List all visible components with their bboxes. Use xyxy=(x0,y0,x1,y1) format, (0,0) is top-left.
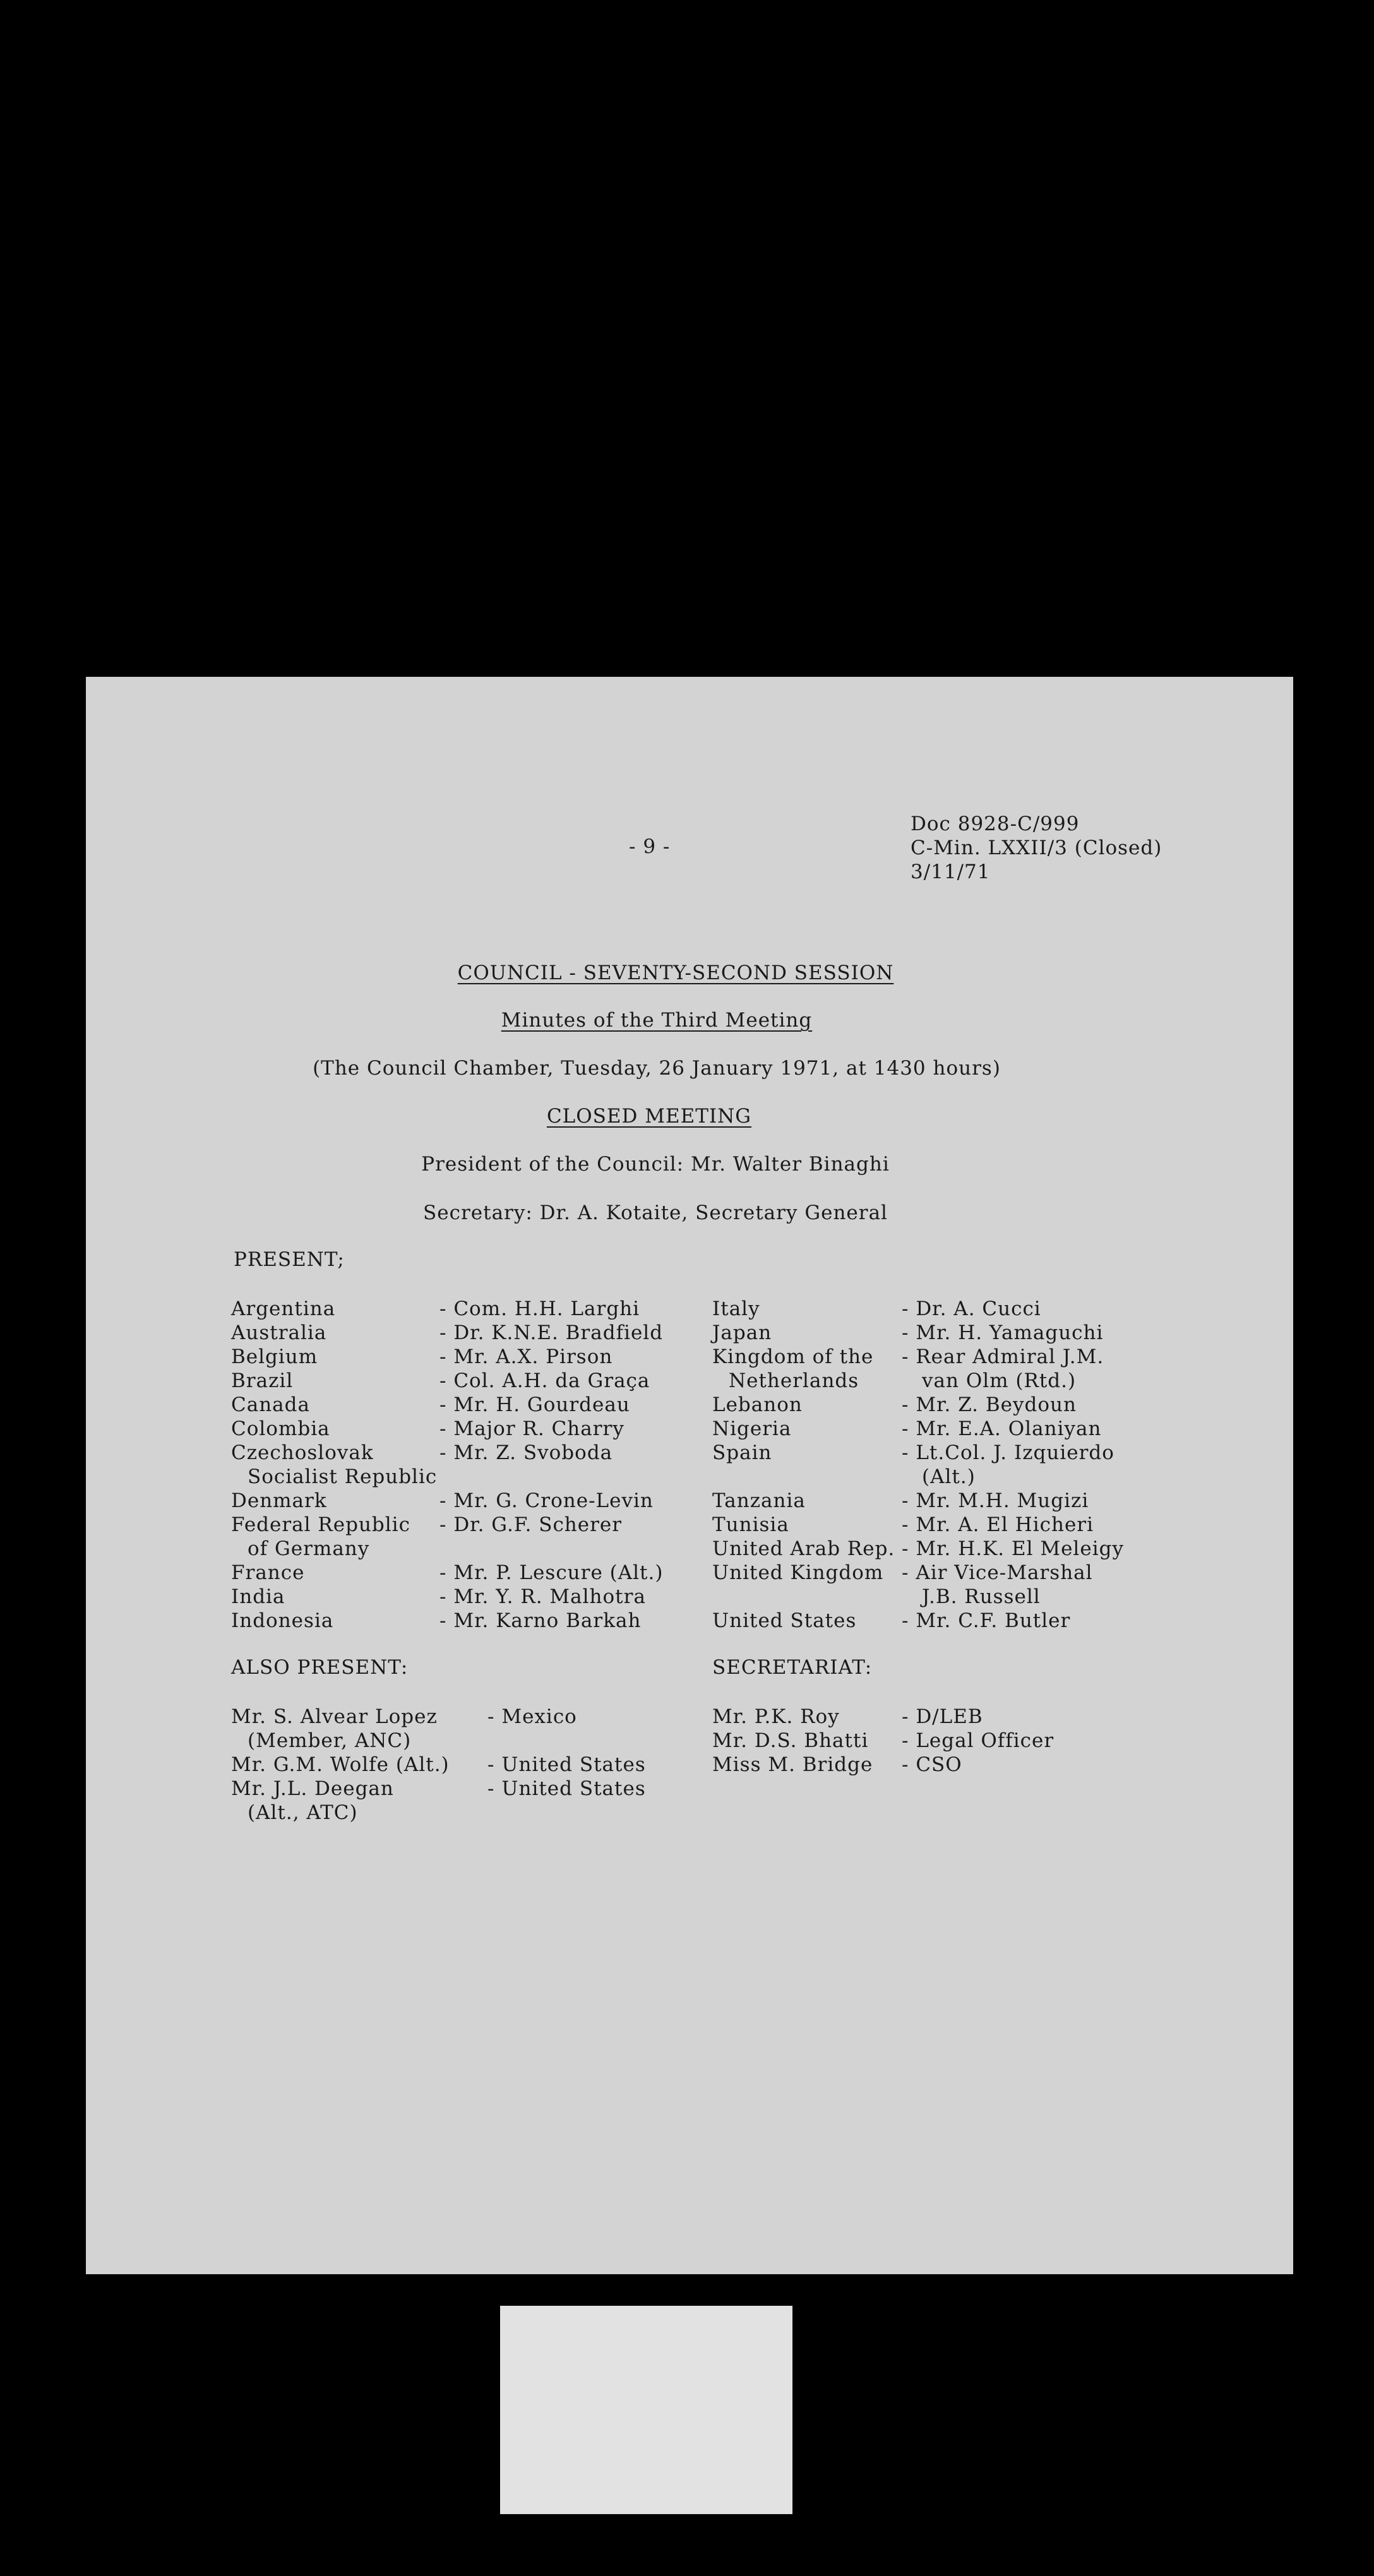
country-line: Czechoslovak xyxy=(231,1441,374,1464)
country: Italy xyxy=(712,1297,760,1320)
meeting-title: Minutes of the Third Meeting xyxy=(501,1009,813,1032)
country: Argentina xyxy=(231,1297,336,1320)
country: Brazil xyxy=(231,1369,294,1392)
staff-role: - Legal Officer xyxy=(902,1729,1054,1752)
representative-line: - Rear Admiral J.M. xyxy=(902,1345,1104,1368)
representative: - Mr. P. Lescure (Alt.) xyxy=(439,1561,664,1584)
attendee-name xyxy=(231,1777,394,1825)
meeting-place-time: (The Council Chamber, Tuesday, 26 January 1971, at 1430 hours) xyxy=(313,1057,1001,1080)
representative: - Dr. A. Cucci xyxy=(902,1297,1041,1320)
representative: - Mr. G. Crone-Levin xyxy=(439,1489,654,1512)
president-line: President of the Council: Mr. Walter Binaghi xyxy=(421,1153,890,1176)
representative: - Mr. H.K. El Meleigy xyxy=(902,1537,1124,1560)
representative: - Dr. K.N.E. Bradfield xyxy=(439,1321,664,1344)
minutes-number: C-Min. LXXII/3 (Closed) xyxy=(911,837,1162,859)
country: Australia xyxy=(231,1321,327,1344)
closed-meeting-heading: CLOSED MEETING xyxy=(546,1105,752,1128)
staff-role: - D/LEB xyxy=(902,1705,983,1728)
representative-line: (Alt.) xyxy=(922,1465,976,1488)
secretariat-heading: SECRETARIAT: xyxy=(712,1656,873,1679)
session-title: COUNCIL - SEVENTY-SECOND SESSION xyxy=(457,962,894,984)
representative xyxy=(902,1441,1114,1489)
attendee-name-line: (Alt., ATC) xyxy=(248,1801,358,1824)
country: Indonesia xyxy=(231,1609,334,1632)
attendee-state: - United States xyxy=(487,1777,646,1800)
document-reference xyxy=(911,812,1162,884)
staff-name: Mr. D.S. Bhatti xyxy=(712,1729,869,1752)
country-line: Socialist Republic xyxy=(248,1465,438,1488)
representative: - Col. A.H. da Graça xyxy=(439,1369,650,1392)
attendee-name-line: (Member, ANC) xyxy=(248,1729,412,1752)
attendee-name xyxy=(231,1705,438,1753)
representative: - Mr. C.F. Butler xyxy=(902,1609,1071,1632)
representative-line: - Air Vice-Marshal xyxy=(902,1561,1093,1584)
representative: - Mr. M.H. Mugizi xyxy=(902,1489,1089,1512)
secretary-line: Secretary: Dr. A. Kotaite, Secretary General xyxy=(423,1202,888,1224)
representative-line: - Lt.Col. J. Izquierdo xyxy=(902,1441,1114,1464)
representative: - Mr. A. El Hicheri xyxy=(902,1513,1094,1536)
country-line: of Germany xyxy=(248,1537,370,1560)
country: Belgium xyxy=(231,1345,318,1368)
representative-line: J.B. Russell xyxy=(922,1585,1041,1608)
attendee-name-line: Mr. S. Alvear Lopez xyxy=(231,1705,438,1728)
page-number: - 9 - xyxy=(629,835,671,858)
representative: - Com. H.H. Larghi xyxy=(439,1297,640,1320)
representative: - Mr. E.A. Olaniyan xyxy=(902,1417,1102,1440)
representative-line: van Olm (Rtd.) xyxy=(922,1369,1077,1392)
doc-date: 3/11/71 xyxy=(911,861,991,883)
country: United Kingdom xyxy=(712,1561,884,1584)
country-line: Federal Republic xyxy=(231,1513,410,1536)
country: United States xyxy=(712,1609,857,1632)
representative: - Mr. Y. R. Malhotra xyxy=(439,1585,646,1608)
representative xyxy=(902,1561,1093,1609)
country: Tanzania xyxy=(712,1489,806,1512)
representative: - Dr. G.F. Scherer xyxy=(439,1513,623,1536)
country-line: Kingdom of the xyxy=(712,1345,874,1368)
staff-name: Miss M. Bridge xyxy=(712,1753,873,1776)
also-present-heading: ALSO PRESENT: xyxy=(231,1656,409,1679)
attendee-name-line: Mr. J.L. Deegan xyxy=(231,1777,394,1800)
country: Colombia xyxy=(231,1417,330,1440)
country xyxy=(712,1345,873,1393)
country: Japan xyxy=(712,1321,772,1344)
country: Nigeria xyxy=(712,1417,792,1440)
country: United Arab Rep. xyxy=(712,1537,895,1560)
representative: - Mr. H. Gourdeau xyxy=(439,1393,630,1416)
representative: - Major R. Charry xyxy=(439,1417,624,1440)
country: France xyxy=(231,1561,305,1584)
country: India xyxy=(231,1585,285,1608)
attendee-state: - Mexico xyxy=(487,1705,577,1728)
country: Tunisia xyxy=(712,1513,789,1536)
attendee-state: - United States xyxy=(487,1753,646,1776)
country: Canada xyxy=(231,1393,310,1416)
representative xyxy=(902,1345,1104,1393)
staff-role: - CSO xyxy=(902,1753,962,1776)
country: Spain xyxy=(712,1441,772,1464)
representative: - Mr. Z. Svoboda xyxy=(439,1441,613,1464)
staff-name: Mr. P.K. Roy xyxy=(712,1705,840,1728)
country: Lebanon xyxy=(712,1393,803,1416)
blank-slip xyxy=(500,2306,792,2514)
present-heading: PRESENT; xyxy=(234,1248,345,1271)
doc-number: Doc 8928-C/999 xyxy=(911,813,1080,835)
country-line: Netherlands xyxy=(729,1369,859,1392)
attendee-name: Mr. G.M. Wolfe (Alt.) xyxy=(231,1753,450,1776)
representative: - Mr. A.X. Pirson xyxy=(439,1345,613,1368)
country xyxy=(231,1441,437,1489)
representative: - Mr. H. Yamaguchi xyxy=(902,1321,1104,1344)
country: Denmark xyxy=(231,1489,327,1512)
country xyxy=(231,1513,410,1561)
representative: - Mr. Karno Barkah xyxy=(439,1609,642,1632)
representative: - Mr. Z. Beydoun xyxy=(902,1393,1077,1416)
